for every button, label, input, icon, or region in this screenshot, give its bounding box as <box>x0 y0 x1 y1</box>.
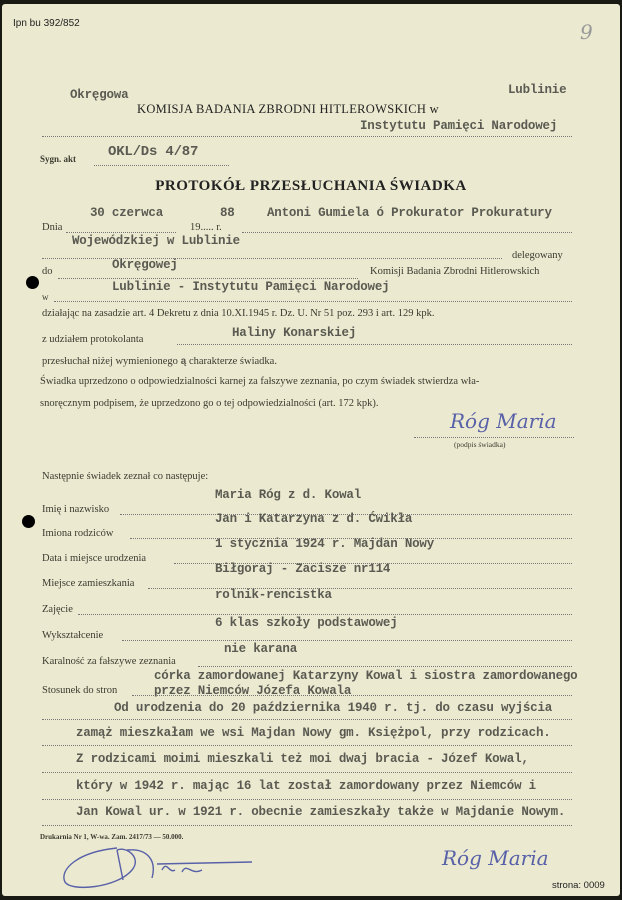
page-title: PROTOKÓŁ PRZESŁUCHANIA ŚWIADKA <box>155 178 467 194</box>
document-page <box>2 4 620 896</box>
field-value: 1 stycznia 1924 r. Majdan Nowy <box>215 537 435 551</box>
date-value: 30 czerwca <box>90 206 164 220</box>
w-label: w <box>42 292 49 302</box>
komisji-label: Komisji Badania Zbrodni Hitlerowskich <box>370 266 540 277</box>
field-value: 6 klas szkoły podstawowej <box>215 616 398 630</box>
typed-lublinie: Lublinie <box>508 83 567 97</box>
page-label: strona: 0009 <box>552 880 605 891</box>
field-label: Stosunek do stron <box>42 685 118 696</box>
typed-instytut: Instytutu Pamięci Narodowej <box>360 119 558 133</box>
field-value: przez Niemców Józefa Kowala <box>154 684 352 698</box>
delegowany-label: delegowany <box>512 250 563 261</box>
dnia-label: Dnia <box>42 222 63 233</box>
warning-line-2: snoręcznym podpisem, że uprzedzono go o tej odpowiedzialności (art. 172 kpk). <box>40 398 379 409</box>
year-value: 88 <box>220 206 235 220</box>
typed-okregowa: Okręgowa <box>70 88 129 102</box>
narrative-line: Od urodzenia do 20 października 1940 r. tj. do czasu wyjścia <box>114 701 553 715</box>
official-value-2: Wojewódzkiej w Lublinie <box>72 234 240 248</box>
narrative-line: Jan Kowal ur. w 1921 r. obecnie zamieszkały także w Majdanie Nowym. <box>76 805 566 819</box>
sygn-value: OKL/Ds 4/87 <box>108 144 199 160</box>
official-value: Antoni Gumiela ó Prokurator Prokuratury <box>267 206 552 220</box>
narrative-line: który w 1942 r. mając 16 lat został zamordowany przez Niemców i <box>76 779 536 793</box>
year-prefix: 19..... r. <box>190 222 222 233</box>
field-value: córka zamordowanej Katarzyny Kowal i siostra zamordowanego <box>154 669 578 683</box>
protokolant-value: Haliny Konarskiej <box>232 326 357 340</box>
protokolant-label: z udziałem protokolanta <box>42 334 144 345</box>
field-value: nie karana <box>224 642 298 656</box>
field-value: Maria Róg z d. Kowal <box>215 488 362 502</box>
witness-signature: Róg Maria <box>450 409 557 433</box>
signature-caption: (podpis świadka) <box>454 440 506 449</box>
field-label: Imiona rodziców <box>42 528 114 539</box>
w-value: Lublinie - Instytutu Pamięci Narodowej <box>112 280 390 294</box>
field-label: Karalność za fałszywe zeznania <box>42 656 176 667</box>
przesluchal-text: przesłuchał niżej wymienionego ą charakterze świadka. <box>42 356 277 368</box>
warning-line-1: Świadka uprzedzono o odpowiedzialności karnej za fałszywe zeznania, po czym świadek stwierdza wła- <box>40 376 480 387</box>
witness-signature-bottom: Róg Maria <box>442 846 549 870</box>
commission-heading: KOMISJA BADANIA ZBRODNI HITLEROWSKICH w <box>137 102 439 116</box>
field-label: Miejsce zamieszkania <box>42 578 135 589</box>
field-label: Zajęcie <box>42 604 73 615</box>
narrative-line: Z rodzicami moimi mieszkali też moi dwaj bracia - Józef Kowal, <box>76 752 529 766</box>
narrative-line: zamąż mieszkałam we wsi Majdan Nowy gm. Księżpol, przy rodzicach. <box>76 726 551 740</box>
printer-note: Drukarnia Nr 1, W-wa. Zam. 2417/73 — 50.000. <box>40 833 184 841</box>
field-label: Wykształcenie <box>42 630 104 641</box>
field-label: Data i miejsce urodzenia <box>42 553 147 564</box>
do-value: Okręgowej <box>112 258 178 272</box>
binder-hole-icon <box>26 276 39 289</box>
legal-basis: działając na zasadzie art. 4 Dekretu z dnia 10.XI.1945 r. Dz. U. Nr 51 poz. 293 i art. 129 kpk. <box>42 308 435 319</box>
field-value: Biłgoraj - Zacisze nr114 <box>215 562 391 576</box>
field-value: rolnik-rencistka <box>215 588 332 602</box>
testimony-intro: Następnie świadek zeznał co następuje: <box>42 471 209 482</box>
archive-reference: Ipn bu 392/852 <box>13 18 80 29</box>
handwritten-page-number: 9 <box>580 20 593 44</box>
binder-hole-icon <box>22 515 35 528</box>
do-label: do <box>42 266 53 277</box>
prosecutor-signature <box>57 844 257 894</box>
field-label: Imię i nazwisko <box>42 504 110 515</box>
field-value: Jan i Katarzyna z d. Ćwikła <box>215 512 413 526</box>
sygn-label: Sygn. akt <box>40 154 77 164</box>
